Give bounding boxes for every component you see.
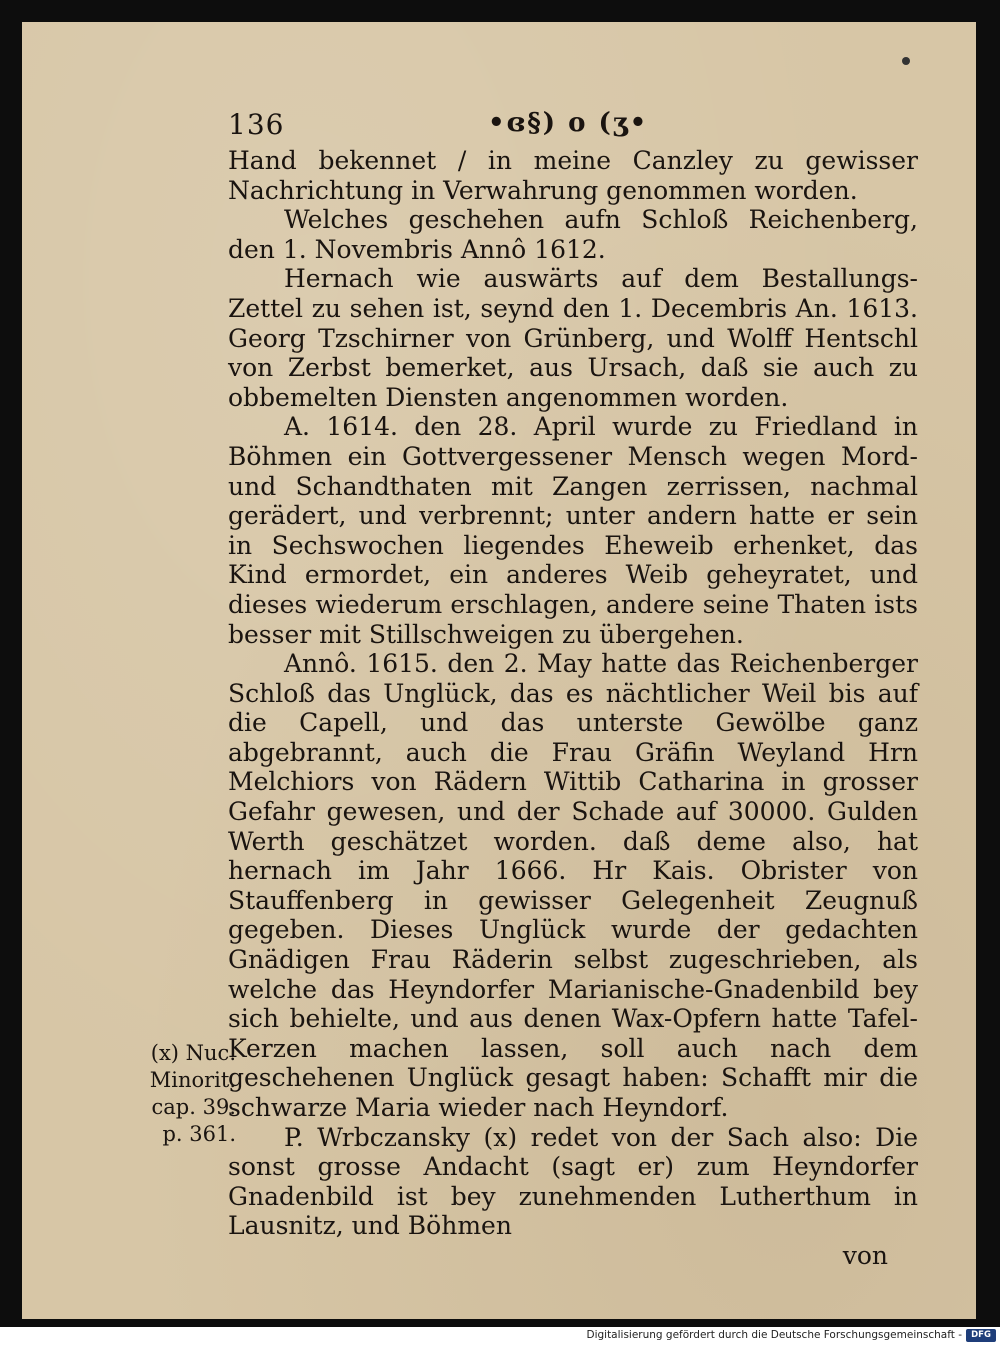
footer-bar: [0, 1327, 1000, 1345]
page-number: 136: [228, 108, 285, 141]
margin-footnote: [136, 1040, 236, 1148]
footnote-line: (x) Nuc.: [150, 1041, 236, 1065]
footer-credit: Digitalisierung gefördert durch die Deutsche Forschungsgemeinschaft -: [586, 1329, 962, 1341]
catchword: von: [842, 1240, 888, 1270]
footnote-line: Minorit.: [149, 1068, 236, 1092]
ink-speck: [902, 57, 910, 65]
page-header: [228, 100, 918, 146]
paragraph-3: Hernach wie auswärts auf dem Bestallungs-Zettel zu sehen ist, seynd den 1. Decembris An. 1613. Georg Tzschirner von Grünberg, und Wolff Hentschl von Zerbst bemerket, aus Ursach, daß sie auch zu obbemelten Diensten angenommen worden.: [228, 264, 918, 412]
paragraph-6: P. Wrbczansky (x) redet von der Sach also: Die sonst grosse Andacht (sagt er) zum Heyndorfer Gnadenbild ist bey zunehmenden Lutherthum in Lausnitz, und Böhmen: [228, 1122, 918, 1241]
header-ornament: •ɞ§) o (ʒ•: [488, 108, 649, 138]
paragraph-2: Welches geschehen aufn Schloß Reichenberg, den 1. Novembris Annô 1612.: [228, 205, 918, 264]
dfg-logo-icon: DFG: [966, 1329, 996, 1342]
footnote-line: p. 361.: [162, 1122, 236, 1146]
page-body: [228, 146, 918, 1271]
paragraph-1: Hand bekennet / in meine Canzley zu gewisser Nachrichtung in Verwahrung genommen worden.: [228, 146, 918, 205]
paragraph-4: A. 1614. den 28. April wurde zu Friedland in Böhmen ein Gottvergessener Mensch wegen Mord- und Schandthaten mit Zangen zerrissen, nachmal gerädert, und verbrennt; unter andern hatte er sein in Sechswochen liegendes Eheweib erhenket, das Kind ermordet, ein anderes Weib geheyratet, und dieses wiederum erschlagen, andere seine Thaten ists besser mit Stillschweigen zu übergehen.: [228, 412, 918, 649]
footnote-line: cap. 39.: [151, 1095, 236, 1119]
paragraph-5: Annô. 1615. den 2. May hatte das Reichenberger Schloß das Unglück, das es nächtlicher Weil bis auf die Capell, und das unterste Gewölbe ganz abgebrannt, auch die Frau Gräfin Weyland Hrn Melchiors von Rädern Wittib Catharina in grosser Gefahr gewesen, und der Schade auf 30000. Gulden Werth geschätzet worden. daß deme also, hat hernach im Jahr 1666. Hr Kais. Obrister von Stauffenberg in gewisser Gelegenheit Zeugnuß gegeben. Dieses Unglück wurde der gedachten Gnädigen Frau Räderin selbst zugeschrieben, als welche das Heyndorfer Marianische-Gnadenbild bey sich behielte, und aus denen Wax-Opfern hatte Tafel-Kerzen machen lassen, soll auch nach dem geschehenen Unglück gesagt haben: Schafft mir die schwarze Maria wieder nach Heyndorf.: [228, 649, 918, 1122]
